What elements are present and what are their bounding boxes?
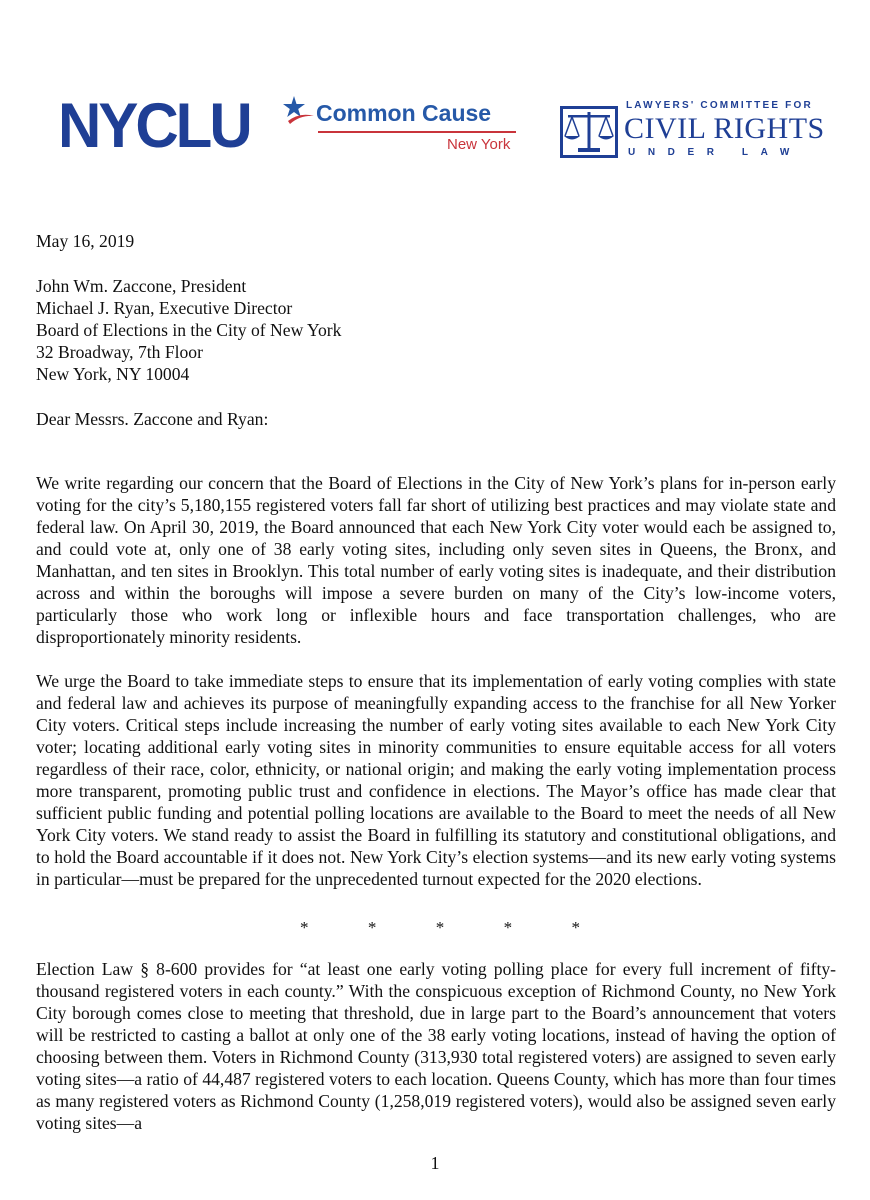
letterhead-logos <box>0 90 870 170</box>
page-number: 1 <box>430 1153 440 1173</box>
recipient-line: John Wm. Zaccone, President <box>36 276 247 296</box>
separator-star: * <box>571 918 580 937</box>
scales-of-justice-icon <box>560 106 618 158</box>
lawyers-committee-logo <box>560 100 825 162</box>
recipient-address <box>36 275 836 385</box>
separator-star: * <box>367 918 377 937</box>
separator-star: * <box>435 918 445 937</box>
recipient-line: 32 Broadway, 7th Floor <box>36 342 203 362</box>
recipient-line: New York, NY 10004 <box>36 364 190 384</box>
separator-star: * <box>503 918 513 937</box>
lawyers-committee-bottom-line: UNDER LAW <box>628 147 802 158</box>
body-paragraph-3: Election Law § 8-600 provides for “at least one early voting polling place for every full increment of fifty-thousand registered voters in each county.” With the conspicuous exception of Richmond County, no New York City borough comes close to meeting that threshold, due in large part to the Board’s announcement that voters will be restricted to casting a ballot at only one of the 38 early voting locations, instead of having the option of choosing between them. Voters in Richmond County (313,930 total registered voters) are assigned to seven early voting sites—a ratio of 44,487 registered voters to each location. Queens County, which has more than four times as many registered voters as Richmond County (1,258,019 registered voters), would also be assigned seven early voting sites—a <box>36 959 836 1133</box>
body-paragraph-2: We urge the Board to take immediate steps to ensure that its implementation of early voting complies with state and federal law and achieves its purpose of meaningfully expanding access to the franchise for all New Yorker City voters. Critical steps include increasing the number of early voting sites available to each New York City voter; locating additional early voting sites in minority communities to ensure equitable access for all voters regardless of their race, color, ethnicity, or national origin; and making the early voting implementation process more transparent, promoting public trust and confidence in elections. The Mayor’s office has made clear that sufficient public funding and potential polling locations are available to the Board to meet the needs of all New York City voters. We stand ready to assist the Board in fulfilling its statutory and constitutional obligations, and to hold the Board accountable if it does not. New York City’s election systems—and its new early voting systems in particular—must be prepared for the unprecedented turnout expected for the 2020 elections. <box>36 671 836 889</box>
star-icon <box>282 94 316 128</box>
salutation: Dear Messrs. Zaccone and Ryan: <box>36 409 269 429</box>
section-separator <box>300 918 580 938</box>
recipient-line: Board of Elections in the City of New York <box>36 320 342 340</box>
common-cause-logo <box>282 94 522 154</box>
body-paragraph-1: We write regarding our concern that the Board of Elections in the City of New York’s plans for in-person early voting for the city’s 5,180,155 registered voters fall far short of utilizing best practices and may violate state and federal law. On April 30, 2019, the Board announced that each New York City voter would each be assigned to, and could vote at, only one of 38 early voting sites, including only seven sites in Queens, the Bronx, and Manhattan, and ten sites in Brooklyn. This total number of early voting sites is inadequate, and their distribution across and within the boroughs will impose a severe burden on many of the City’s low-income voters, particularly those who work long or inflexible hours and face transportation challenges, who are disproportionately minority residents. <box>36 473 836 647</box>
lawyers-committee-main-line: CIVIL RIGHTS <box>624 112 825 145</box>
lawyers-committee-top-line: LAWYERS' COMMITTEE FOR <box>626 100 813 111</box>
common-cause-name: Common Cause <box>316 100 492 126</box>
separator-star: * <box>300 918 309 937</box>
common-cause-rule <box>318 131 516 133</box>
nyclu-logo: NYCLU <box>58 90 250 161</box>
letter-date: May 16, 2019 <box>36 231 135 251</box>
recipient-line: Michael J. Ryan, Executive Director <box>36 298 293 318</box>
common-cause-subtitle: New York <box>447 136 511 153</box>
